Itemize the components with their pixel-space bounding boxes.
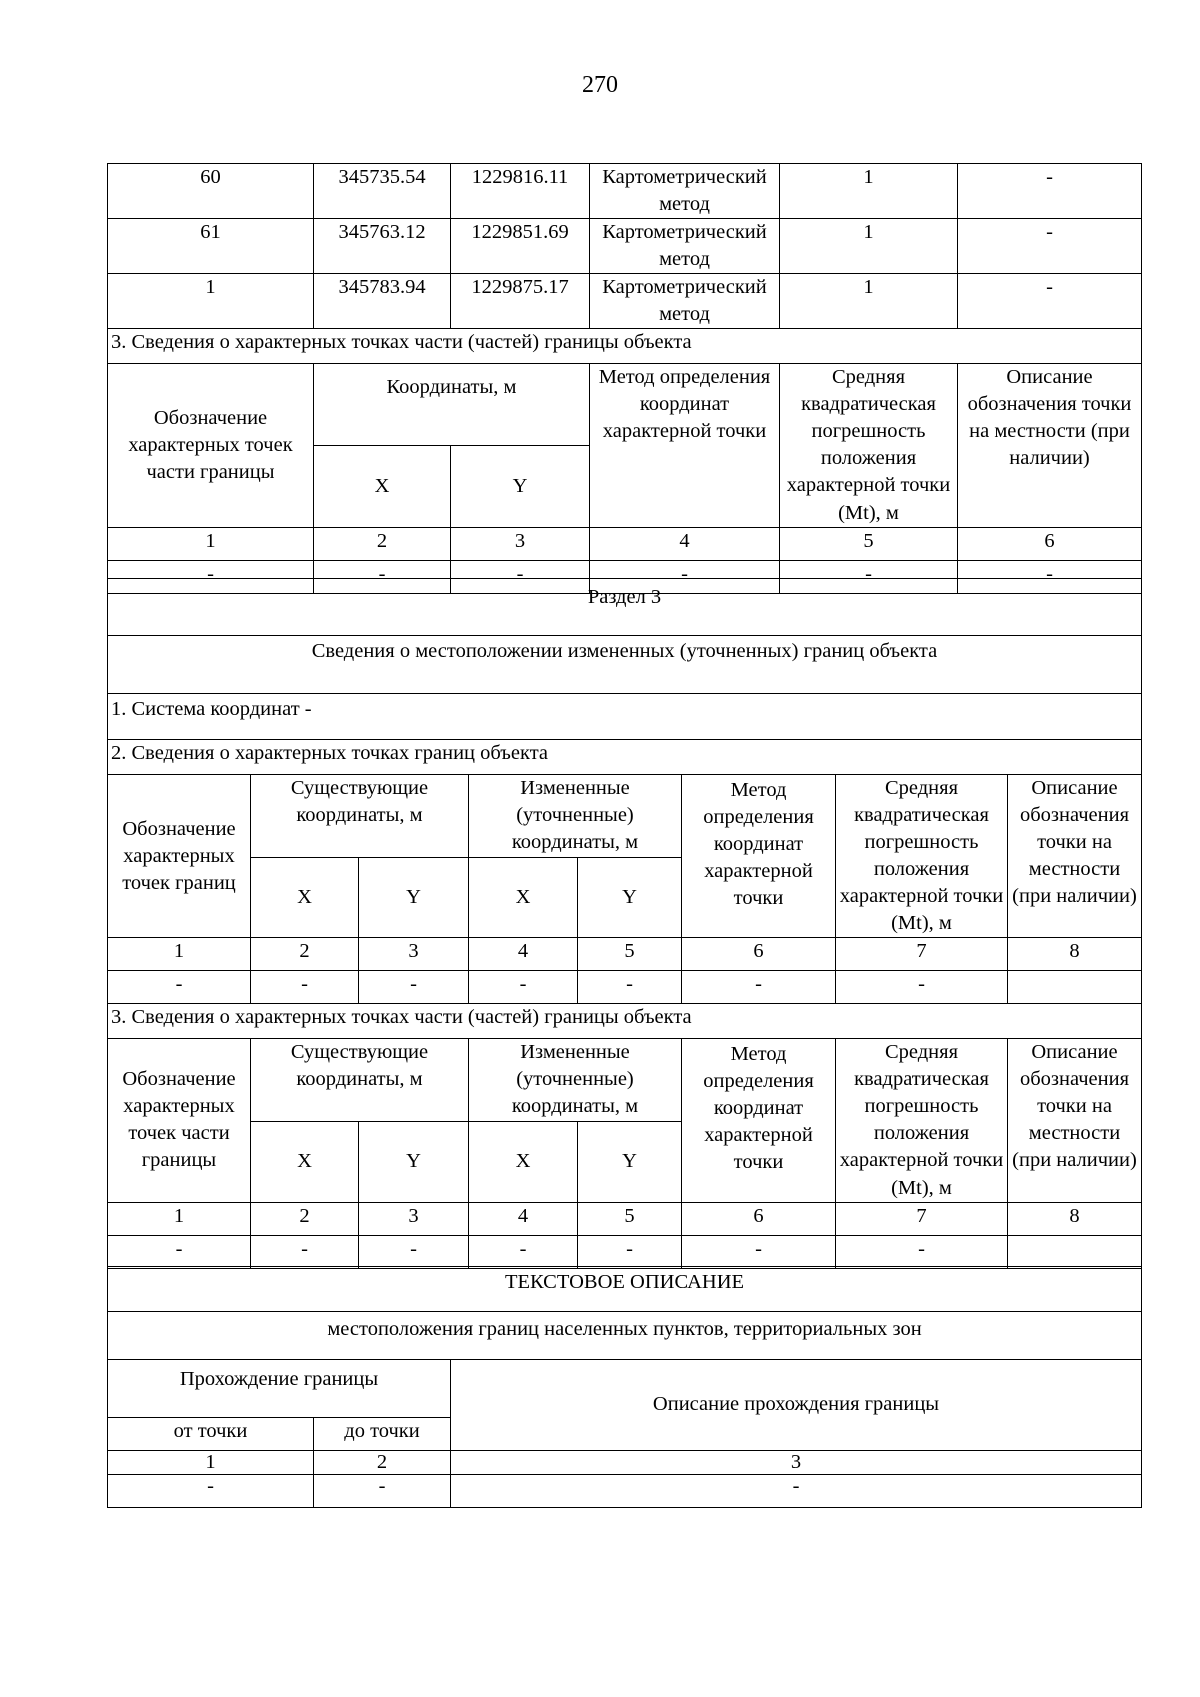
empty-cell: -: [108, 1235, 251, 1268]
column-number: 4: [469, 938, 578, 971]
header-changed-x: X: [469, 1121, 578, 1202]
coordinate-system: 1. Система координат -: [108, 694, 1142, 740]
column-number: 6: [958, 527, 1142, 560]
header-description: Описание обозначения точки на местности (при наличии): [958, 364, 1142, 527]
description: -: [958, 219, 1142, 274]
header-designation: Обозначение характерных точек части границы: [108, 364, 314, 527]
parts-section-title: 3. Сведения о характерных точках части (частей) границы объекта: [108, 1004, 1142, 1039]
column-number: 4: [590, 527, 780, 560]
column-number: 1: [108, 1202, 251, 1235]
header-route-description: Описание прохождения границы: [451, 1360, 1142, 1451]
empty-cell: -: [469, 1235, 578, 1268]
text-description-table: [107, 1266, 1142, 1508]
column-number: 5: [780, 527, 958, 560]
column-number: 1: [108, 938, 251, 971]
point-number: 1: [108, 274, 314, 329]
method: Картометрический метод: [590, 274, 780, 329]
empty-cell: -: [108, 971, 251, 1004]
header-to-point: до точки: [314, 1418, 451, 1451]
header-x: X: [314, 445, 451, 527]
table-row: [108, 219, 1142, 274]
empty-cell: [1008, 1235, 1142, 1268]
method: Картометрический метод: [590, 219, 780, 274]
empty-cell: -: [836, 1235, 1008, 1268]
coord-x: 345783.94: [314, 274, 451, 329]
table-row: [108, 1475, 1142, 1508]
table-row: [108, 164, 1142, 219]
header-y: Y: [451, 445, 590, 527]
empty-cell: -: [590, 560, 780, 593]
column-number: 6: [682, 938, 836, 971]
column-number: 7: [836, 938, 1008, 971]
empty-cell: -: [958, 560, 1142, 593]
accuracy: 1: [780, 164, 958, 219]
empty-cell: -: [108, 1475, 314, 1508]
column-number: 8: [1008, 1202, 1142, 1235]
empty-cell: -: [780, 560, 958, 593]
coord-x: 345763.12: [314, 219, 451, 274]
header-changed-x: X: [469, 857, 578, 938]
column-number: 3: [359, 938, 469, 971]
header-changed-y: Y: [578, 857, 682, 938]
empty-cell: [1008, 971, 1142, 1004]
page-number: 270: [582, 72, 618, 98]
accuracy: 1: [780, 219, 958, 274]
column-number: 2: [314, 527, 451, 560]
method: Картометрический метод: [590, 164, 780, 219]
section3-table: [107, 578, 1142, 1269]
header-description: Описание обозначения точки на местности (при наличии): [1008, 1039, 1142, 1202]
table-row: [108, 971, 1142, 1004]
empty-cell: -: [682, 971, 836, 1004]
empty-cell: -: [359, 1235, 469, 1268]
table-row: [108, 1235, 1142, 1268]
column-number: 3: [359, 1202, 469, 1235]
description: -: [958, 164, 1142, 219]
header-changed: Измененные (уточненные) координаты, м: [469, 775, 682, 858]
text-description-subtitle: местоположения границ населенных пунктов, территориальных зон: [108, 1312, 1142, 1360]
empty-cell: -: [451, 1475, 1142, 1508]
header-method: Метод определения координат характерной точки: [590, 364, 780, 527]
description: -: [958, 274, 1142, 329]
header-method: Метод определения координат характерной точки: [682, 775, 836, 938]
column-number: 5: [578, 1202, 682, 1235]
header-existing: Существующие координаты, м: [251, 1039, 469, 1122]
header-existing-x: X: [251, 857, 359, 938]
table-row: [108, 274, 1142, 329]
empty-cell: -: [451, 560, 590, 593]
section2-tail-table: [107, 163, 1142, 594]
empty-cell: -: [836, 971, 1008, 1004]
accuracy: 1: [780, 274, 958, 329]
section-title: Раздел 3: [108, 579, 1142, 636]
coord-x: 345735.54: [314, 164, 451, 219]
column-number: 1: [108, 1451, 314, 1475]
column-number: 1: [108, 527, 314, 560]
header-description: Описание обозначения точки на местности (при наличии): [1008, 775, 1142, 938]
empty-cell: -: [469, 971, 578, 1004]
column-number: 3: [451, 1451, 1142, 1475]
points-section-title: 2. Сведения о характерных точках границ объекта: [108, 740, 1142, 775]
column-number: 4: [469, 1202, 578, 1235]
parts-section-title: 3. Сведения о характерных точках части (частей) границы объекта: [108, 329, 1142, 364]
empty-cell: -: [251, 1235, 359, 1268]
column-number: 3: [451, 527, 590, 560]
column-number: 7: [836, 1202, 1008, 1235]
column-number: 8: [1008, 938, 1142, 971]
column-numbers-row: [108, 938, 1142, 971]
header-existing-y: Y: [359, 857, 469, 938]
text-description-title: ТЕКСТОВОЕ ОПИСАНИЕ: [108, 1267, 1142, 1312]
coord-y: 1229816.11: [451, 164, 590, 219]
column-number: 2: [251, 938, 359, 971]
column-number: 2: [314, 1451, 451, 1475]
empty-cell: -: [314, 560, 451, 593]
column-number: 5: [578, 938, 682, 971]
header-changed: Измененные (уточненные) координаты, м: [469, 1039, 682, 1122]
empty-cell: -: [682, 1235, 836, 1268]
header-changed-y: Y: [578, 1121, 682, 1202]
header-existing-y: Y: [359, 1121, 469, 1202]
column-number: 6: [682, 1202, 836, 1235]
empty-cell: -: [108, 560, 314, 593]
column-numbers-row: [108, 527, 1142, 560]
column-numbers-row: [108, 1451, 1142, 1475]
point-number: 60: [108, 164, 314, 219]
empty-cell: -: [578, 1235, 682, 1268]
header-from-point: от точки: [108, 1418, 314, 1451]
header-designation: Обозначение характерных точек границ: [108, 775, 251, 938]
column-numbers-row: [108, 1202, 1142, 1235]
header-existing-x: X: [251, 1121, 359, 1202]
header-route: Прохождение границы: [108, 1360, 451, 1418]
header-existing: Существующие координаты, м: [251, 775, 469, 858]
empty-cell: -: [359, 971, 469, 1004]
empty-cell: -: [314, 1475, 451, 1508]
header-coordinates: Координаты, м: [314, 364, 590, 446]
point-number: 61: [108, 219, 314, 274]
coord-y: 1229851.69: [451, 219, 590, 274]
header-accuracy: Средняя квадратическая погрешность положения характерной точки (Mt), м: [836, 1039, 1008, 1202]
coord-y: 1229875.17: [451, 274, 590, 329]
empty-cell: -: [251, 971, 359, 1004]
header-accuracy: Средняя квадратическая погрешность положения характерной точки (Mt), м: [780, 364, 958, 527]
column-number: 2: [251, 1202, 359, 1235]
header-method: Метод определения координат характерной точки: [682, 1039, 836, 1202]
section-subtitle: Сведения о местоположении измененных (уточненных) границ объекта: [108, 636, 1142, 694]
empty-cell: -: [578, 971, 682, 1004]
header-accuracy: Средняя квадратическая погрешность положения характерной точки (Mt), м: [836, 775, 1008, 938]
header-designation: Обозначение характерных точек части границы: [108, 1039, 251, 1202]
